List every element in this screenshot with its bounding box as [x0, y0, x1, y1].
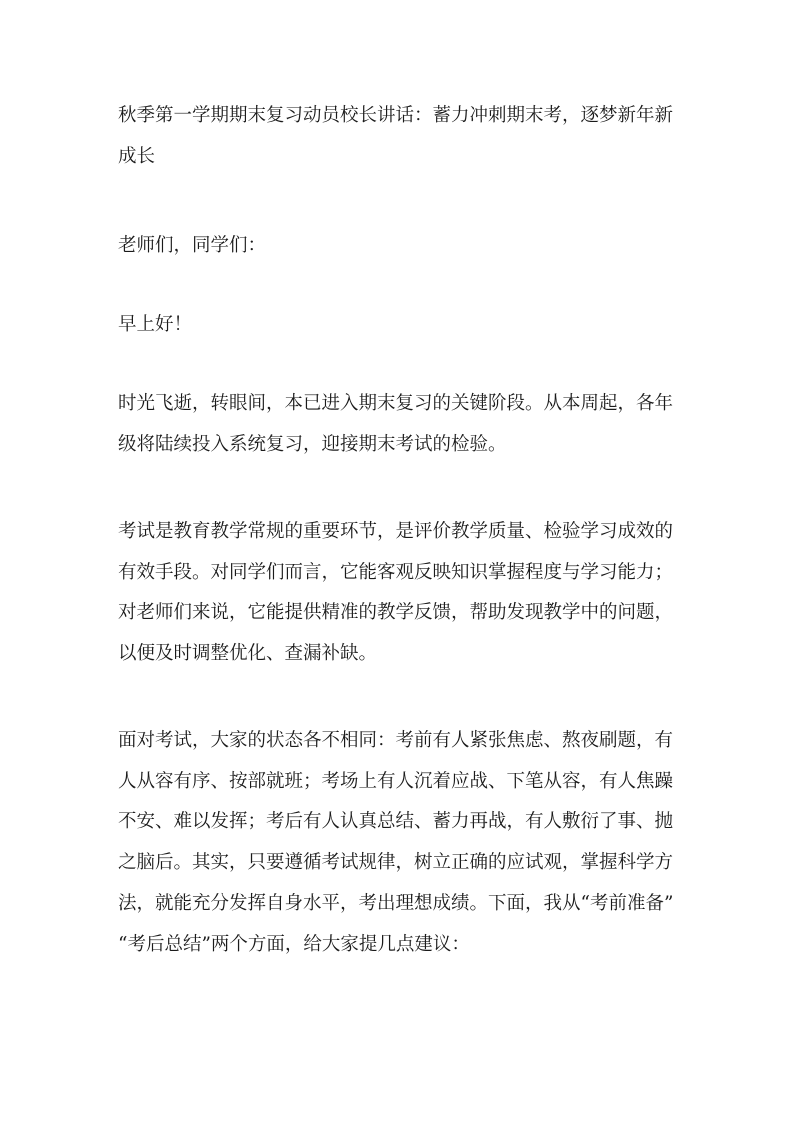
text-line: 面对考试，大家的状态各不相同：考前有人紧张焦虑、熬夜刷题，有	[118, 730, 674, 751]
text-line: 以便及时调整优化、查漏补缺。	[118, 643, 378, 665]
text-line: 人从容有序、按部就班；考场上有人沉着应战、下笔从容，有人焦躁	[118, 770, 674, 792]
text-line: 对老师们来说，它能提供精准的教学反馈，帮助发现教学中的问题，	[118, 602, 674, 624]
text-line: 成长	[118, 145, 156, 167]
greeting	[118, 305, 688, 346]
intro-paragraph	[118, 384, 688, 465]
text-line: 法，就能充分发挥自身水平，考出理想成绩。下面，我从“考前准备”	[118, 892, 674, 914]
text-line: 时光飞逝，转眼间，本已进入期末复习的关键阶段。从本周起，各年	[118, 393, 674, 414]
exam-purpose-paragraph	[118, 512, 688, 675]
text-line: 老师们，同学们：	[118, 235, 267, 256]
salutation	[118, 226, 688, 267]
text-line: 秋季第一学期期末复习动员校长讲话：蓄力冲刺期末考，逐梦新年新	[118, 105, 674, 126]
title	[118, 96, 688, 177]
text-line: 之脑后。其实，只要遵循考试规律，树立正确的应试观，掌握科学方	[118, 852, 674, 874]
text-line: 早上好！	[118, 314, 193, 335]
exam-attitude-paragraph	[118, 721, 688, 965]
text-line: 级将陆续投入系统复习，迎接期末考试的检验。	[118, 433, 507, 455]
text-line: 不安、难以发挥；考后有人认真总结、蓄力再战，有人敷衍了事、抛	[118, 811, 674, 833]
text-line: 有效手段。对同学们而言，它能客观反映知识掌握程度与学习能力；	[118, 561, 674, 583]
text-line: 考试是教育教学常规的重要环节，是评价教学质量、检验学习成效的	[118, 521, 674, 542]
text-line: “考后总结”两个方面，给大家提几点建议：	[118, 933, 470, 955]
